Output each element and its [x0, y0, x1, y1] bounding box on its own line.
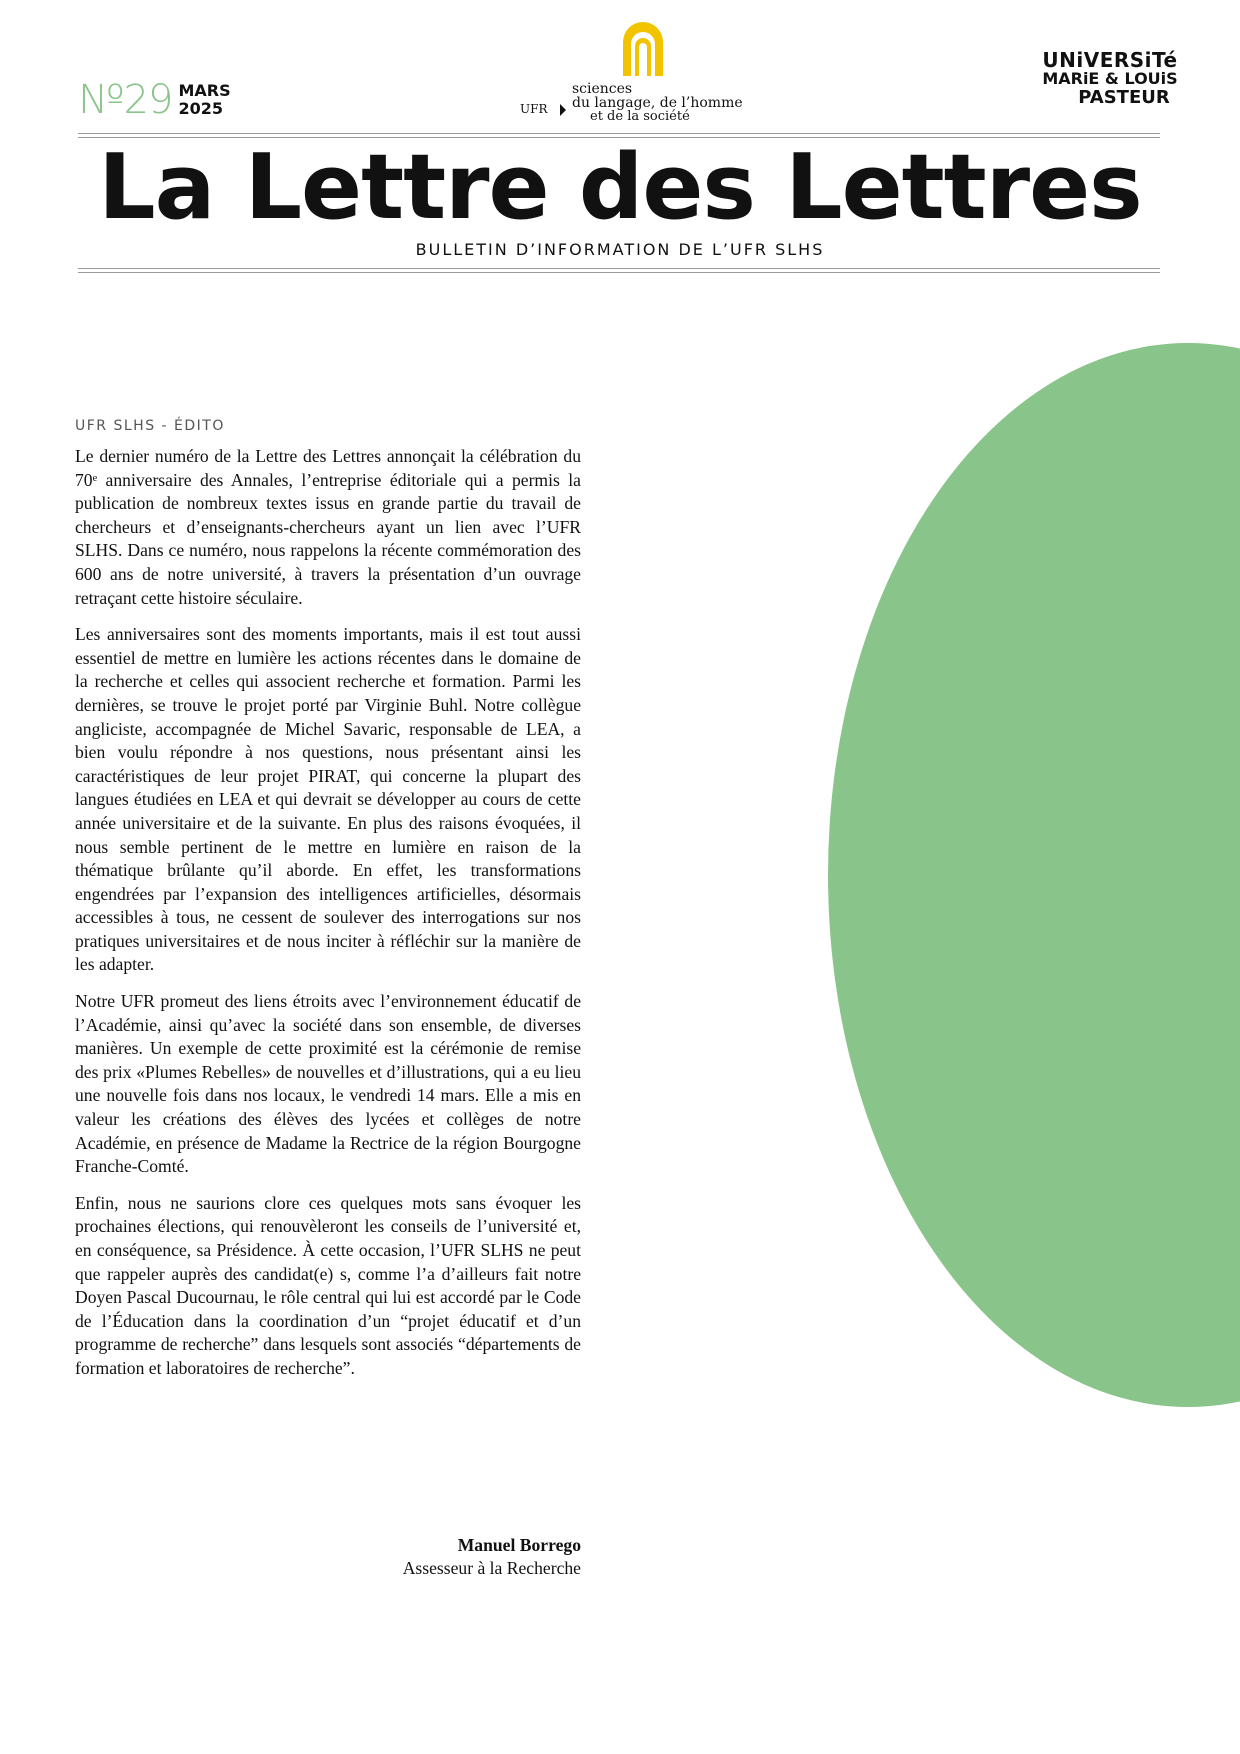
university-logo-line-1: UNiVERSiTé: [1042, 48, 1178, 72]
article-paragraph-1: Le dernier numéro de la Lettre des Lettres annonçait la célébration du 70ᵉ anniversaire des Annales, l’entreprise éditoriale qui a permis la publication de nombreux textes issus en grande partie du travail de chercheurs et d’enseignants-chercheurs ayant un lien avec l’UFR SLHS. Dans ce numéro, nous rappelons la récente commémoration des 600 ans de notre université, à travers la présentation d’un ouvrage retraçant cette histoire séculaire.: [75, 446, 581, 608]
article-paragraph-3: Notre UFR promeut des liens étroits avec l’environnement éducatif de l’Académie, ainsi qu’avec la société dans son ensemble, de diverses manières. Un exemple de cette proximité est la cérémonie de remise des prix «Plumes Rebelles» de nouvelles et d’illustrations, qui a eu lieu une nouvelle fois dans nos locaux, le vendredi 14 mars. Elle a mis en valeur les créations des élèves des lycées et collèges de notre Académie, en présence de Madame la Rectrice de la région Bourgogne Franche-Comté.: [75, 991, 581, 1177]
triangle-icon: [560, 104, 566, 116]
ufr-prefix: UFR: [520, 102, 548, 116]
masthead-title: La Lettre des Lettres: [98, 135, 1142, 240]
signature-name: Manuel Borrego: [457, 1535, 581, 1555]
university-logo-line-2: MARiE & LOUiS: [1042, 69, 1178, 88]
edito-article: [75, 445, 581, 1394]
issue-info: [78, 77, 231, 123]
university-logo: [1030, 50, 1190, 108]
arch-logo-icon: [620, 20, 666, 76]
ufr-name: [572, 82, 743, 124]
signature: [75, 1534, 581, 1580]
ufr-line-1: sciences: [572, 81, 633, 97]
decorative-circle: [828, 343, 1240, 1407]
issue-year: 2025: [178, 99, 224, 118]
issue-month: MARS: [178, 81, 231, 100]
ufr-line-2: du langage, de l’homme: [572, 95, 743, 111]
issue-number: №29: [78, 77, 173, 123]
signature-role: Assesseur à la Recherche: [402, 1558, 581, 1578]
article-paragraph-4: Enfin, nous ne saurions clore ces quelques mots sans évoquer les prochaines élections, qui renouvèleront les conseils de l’université et, en conséquence, sa Présidence. À cette occasion, l’UFR SLHS ne peut que rappeler auprès des candidat(e) s, comme l’a d’ailleurs fait notre Doyen Pascal Ducournau, le rôle central qui lui est accordé par le Code de l’Éducation dans la coordination d’un “projet éducatif et d’un programme de recherche” dans lesquels sont associés “départements de formation et laboratoires de recherche”.: [75, 1192, 581, 1378]
header-rule-bottom: [78, 268, 1160, 273]
section-label: UFR SLHS - ÉDITO: [75, 418, 225, 434]
article-paragraph-2: Les anniversaires sont des moments importants, mais il est tout aussi essentiel de mettre en lumière les actions récentes dans le domaine de la recherche et celles qui associent recherche et formation. Parmi les dernières, se trouve le projet porté par Virginie Buhl. Notre collègue angliciste, accompagnée de Michel Savaric, responsable de LEA, a bien voulu répondre à nos questions, nous présentant ainsi les caractéristiques de leur projet PIRAT, qui concerne la plupart des langues étudiées en LEA et qui devrait se développer au cours de cette année universitaire et de la suivante. En plus des raisons évoquées, il nous semble pertinent de le mettre en lumière en raison de la thématique brûlante qu’il aborde. En effet, les transformations engendrées par l’expansion des intelligences artificielles, désormais accessibles à tous, ne cessent de soulever des interrogations sur nos pratiques universitaires et de nous inciter à réfléchir sur la manière de les adapter.: [75, 624, 581, 975]
ufr-logo: [520, 20, 760, 124]
issue-date: [178, 82, 230, 118]
masthead-subtitle: BULLETIN D’INFORMATION DE L’UFR SLHS: [415, 240, 825, 259]
ufr-line-3: et de la société: [590, 109, 690, 124]
university-logo-line-3: PASTEUR: [1078, 87, 1170, 108]
